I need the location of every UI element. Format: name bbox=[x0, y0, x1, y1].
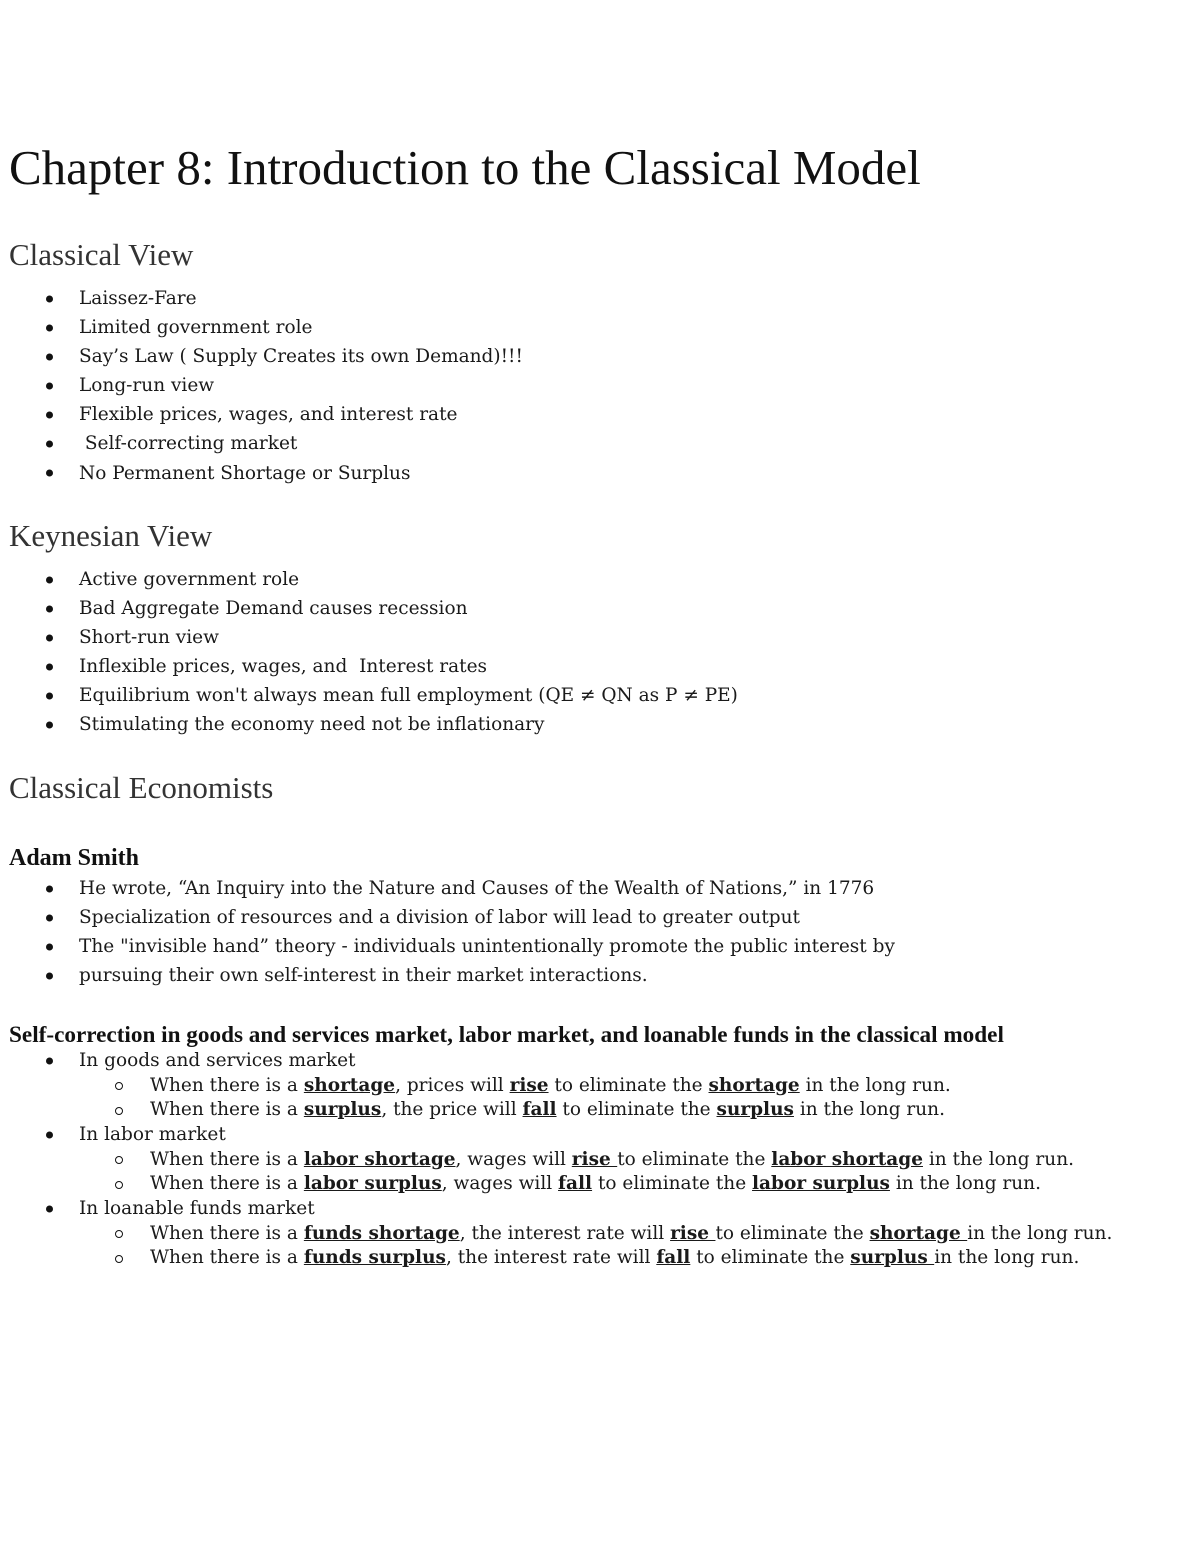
classical-economists-heading: Classical Economists bbox=[9, 770, 274, 805]
market-sublist bbox=[79, 1222, 1112, 1271]
list-item: Inflexible prices, wages, and Interest rates bbox=[9, 652, 738, 681]
adam-smith-heading: Adam Smith bbox=[9, 845, 140, 871]
sub-list-item: When there is a funds surplus, the interest rate will fall to eliminate the surplus in the long run. bbox=[9, 1246, 1112, 1271]
sub-list-item: When there is a surplus, the price will fall to eliminate the surplus in the long run. bbox=[9, 1098, 1112, 1123]
market-label: In loanable funds market bbox=[79, 1197, 315, 1219]
sub-list-item: When there is a labor shortage, wages will rise to eliminate the labor shortage in the long run. bbox=[9, 1148, 1112, 1173]
self-correction-list bbox=[9, 1049, 1112, 1271]
list-item: Flexible prices, wages, and interest rate bbox=[9, 400, 523, 429]
list-item: Bad Aggregate Demand causes recession bbox=[9, 594, 738, 623]
list-item: Limited government role bbox=[9, 313, 523, 342]
self-correction-heading: Self-correction in goods and services market, labor market, and loanable funds in the classical model bbox=[9, 1022, 1004, 1048]
list-item: Equilibrium won't always mean full employment (QE ≠ QN as P ≠ PE) bbox=[9, 681, 738, 710]
market-item-goods bbox=[9, 1049, 1112, 1123]
adam-smith-list bbox=[9, 874, 895, 990]
list-item: Laissez-Fare bbox=[9, 284, 523, 313]
list-item: Short-run view bbox=[9, 623, 738, 652]
list-item: Long-run view bbox=[9, 371, 523, 400]
list-item: Active government role bbox=[9, 565, 738, 594]
list-item: Say’s Law ( Supply Creates its own Demand)!!! bbox=[9, 342, 523, 371]
market-label: In goods and services market bbox=[79, 1050, 356, 1071]
market-item-loanable-funds bbox=[9, 1197, 1112, 1271]
market-item-labor bbox=[9, 1123, 1112, 1197]
keynesian-view-heading: Keynesian View bbox=[9, 518, 213, 553]
sub-list-item: When there is a shortage, prices will rise to eliminate the shortage in the long run. bbox=[9, 1074, 1112, 1099]
market-sublist bbox=[79, 1148, 1112, 1197]
market-label: In labor market bbox=[79, 1123, 226, 1145]
page-title: Chapter 8: Introduction to the Classical Model bbox=[9, 140, 921, 195]
sub-list-item: When there is a labor surplus, wages will fall to eliminate the labor surplus in the long run. bbox=[9, 1172, 1112, 1197]
list-item: No Permanent Shortage or Surplus bbox=[9, 459, 523, 488]
sub-list-item: When there is a funds shortage, the interest rate will rise to eliminate the shortage in the long run. bbox=[9, 1222, 1112, 1247]
list-item: Stimulating the economy need not be inflationary bbox=[9, 710, 738, 739]
list-item: He wrote, “An Inquiry into the Nature and Causes of the Wealth of Nations,” in 1776 bbox=[9, 874, 895, 903]
list-item: pursuing their own self-interest in their market interactions. bbox=[9, 961, 895, 990]
classical-view-list bbox=[9, 284, 523, 488]
market-sublist bbox=[79, 1074, 1112, 1123]
classical-view-heading: Classical View bbox=[9, 237, 194, 272]
list-item: The "invisible hand” theory - individuals unintentionally promote the public interest by bbox=[9, 932, 895, 961]
list-item: Self-correcting market bbox=[9, 429, 523, 458]
keynesian-view-list bbox=[9, 565, 738, 740]
list-item: Specialization of resources and a division of labor will lead to greater output bbox=[9, 903, 895, 932]
